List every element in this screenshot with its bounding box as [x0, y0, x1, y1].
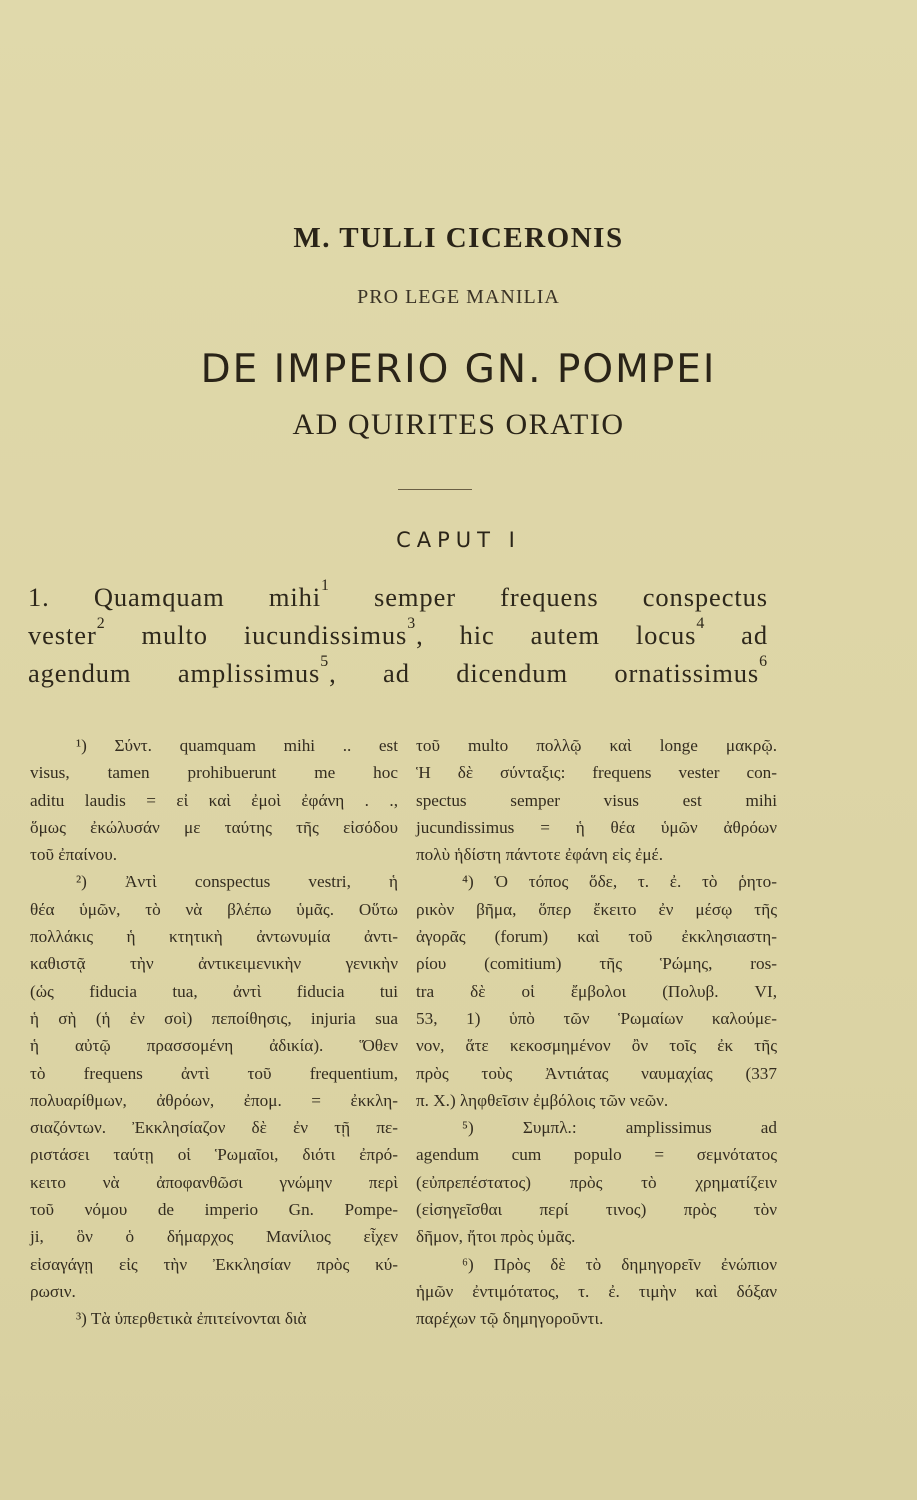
footnote-line: ³) Τὰ ὑπερθετικὰ ἐπιτείνονται διὰ — [76, 1309, 307, 1329]
footnote-line: τὸ frequens ἀντὶ τοῦ frequentium, — [30, 1063, 398, 1083]
lead-text: agendum amplissimus — [28, 658, 321, 688]
footnote-line: σιαζόντων. Ἐκκλησίαζον δὲ ἐν τῇ πε- — [30, 1118, 398, 1138]
footnote-line: ὅμως ἐκώλυσάν με ταύτης τῆς εἰσόδου — [30, 817, 398, 837]
footnote-line: ¹) Σύντ. quamquam mihi .. est — [76, 736, 398, 755]
footnote-line: ⁴) Ὁ τόπος ὅδε, τ. ἐ. τὸ ῥητο- — [462, 872, 777, 892]
subtitle: PRO LEGE MANILIA — [357, 286, 560, 308]
footnote-line: ji, ὃν ὁ δήμαρχος Μανίλιος εἶχεν — [30, 1227, 398, 1247]
footnote-line: ρίου (comitium) τῆς Ῥώμης, ros- — [416, 954, 777, 974]
lead-text: vester — [28, 620, 97, 650]
footnote-ref: 6 — [759, 652, 769, 670]
footnote-ref: 4 — [696, 614, 706, 632]
footnote-line: ²) Ἀντὶ conspectus vestri, ἡ — [76, 872, 398, 892]
lead-text: ad — [705, 620, 768, 650]
lead-text: semper frequens conspectus — [329, 582, 769, 612]
lead-text: , ad dicendum ornatissimus — [329, 658, 760, 688]
footnote-line: δῆμον, ἤτοι πρὸς ὑμᾶς. — [416, 1227, 576, 1247]
footnote-line: ἀγορᾶς (forum) καὶ τοῦ ἐκκλησιαστη- — [416, 927, 777, 947]
footnote-line: ρωσιν. — [30, 1281, 76, 1301]
footnote-line: jucundissimus = ἡ θέα ὑμῶν ἀθρόων — [416, 817, 777, 837]
footnote-line: πολυαρίθμων, ἀθρόων, ἐπομ. = ἐκκλη- — [30, 1090, 398, 1110]
secondary-title: AD QUIRITES ORATIO — [292, 408, 625, 441]
lead-text: 1. Quamquam mihi — [28, 582, 322, 612]
footnote-line: ριστάσει ταύτῃ οἱ Ῥωμαῖοι, διότι ἐπρό- — [30, 1145, 398, 1165]
lead-line — [28, 616, 768, 654]
footnote-line: τοῦ νόμου de imperio Gn. Pompe- — [30, 1200, 398, 1220]
chapter-heading: CAPUT I — [396, 528, 521, 552]
main-title: DE IMPERIO GN. POMPEI — [200, 347, 717, 392]
footnote-line: πολλάκις ἡ κτητικὴ ἀντωνυμία ἀντι- — [30, 927, 398, 947]
footnote-line: Ἡ δὲ σύνταξις: frequens vester con- — [416, 763, 777, 783]
footnote-line: πολὺ ἡδίστη πάντοτε ἐφάνη εἰς ἐμέ. — [416, 845, 664, 865]
footnote-line: agendum cum populo = σεμνότατος — [416, 1145, 777, 1165]
lead-text: , hic autem locus — [416, 620, 697, 650]
footnote-ref: 2 — [96, 614, 106, 632]
footnote-line: π. Χ.) ληφθεῖσιν ἐμβόλοις τῶν νεῶν. — [416, 1090, 669, 1110]
lead-line — [28, 578, 768, 616]
footnote-ref: 3 — [407, 614, 417, 632]
footnote-line: (ὡς fiducia tua, ἀντὶ fiducia tui — [30, 981, 398, 1001]
footnote-line: θέα ὑμῶν, τὸ νὰ βλέπω ὑμᾶς. Οὕτω — [30, 899, 398, 919]
footnote-line: τοῦ multo πολλῷ καὶ longe μακρῷ. — [416, 736, 777, 755]
footnote-line: ⁵) Συμπλ.: amplissimus ad — [462, 1118, 777, 1138]
footnote-line: visus, tamen prohibuerunt me hoc — [30, 763, 398, 783]
footnote-line: tra δὲ οἱ ἔμβολοι (Πολυβ. VI, — [416, 981, 777, 1001]
footnote-ref: 1 — [321, 576, 330, 594]
footnote-line: (εἰσηγεῖσθαι περί τινος) πρὸς τὸν — [416, 1200, 777, 1220]
footnote-line: πρὸς τοὺς Ἀντιάτας ναυμαχίας (337 — [416, 1063, 777, 1083]
footnote-line: κειτο νὰ ἀποφανθῶσι γνώμην περὶ — [30, 1172, 398, 1192]
footnote-line: 53, 1) ὑπὸ τῶν Ῥωμαίων καλούμε- — [416, 1008, 777, 1028]
footnote-line: εἰσαγάγῃ εἰς τὴν Ἐκκλησίαν πρὸς κύ- — [30, 1254, 398, 1274]
footnote-line: spectus semper visus est mihi — [416, 790, 777, 810]
footnote-ref: 5 — [320, 652, 330, 670]
footnote-line: ⁶) Πρὸς δὲ τὸ δημηγορεῖν ἐνώπιον — [462, 1254, 777, 1274]
footnote-line: καθιστᾷ τὴν ἀντικειμενικὴν γενικὴν — [30, 954, 398, 974]
footnote-line: νον, ἅτε κεκοσμημένον ὂν τοῖς ἐκ τῆς — [416, 1036, 777, 1056]
author-heading: M. TULLI CICERONIS — [293, 222, 624, 254]
footnotes-right-column — [416, 732, 777, 1333]
footnote-line: ἡμῶν ἐντιμότατος, τ. ἐ. τιμὴν καὶ δόξαν — [416, 1281, 777, 1301]
footnote-line: ἡ αὐτῷ πρασσομένη ἀδικία). Ὅθεν — [30, 1036, 398, 1056]
footnote-line: τοῦ ἐπαίνου. — [30, 845, 118, 865]
lead-paragraph — [28, 578, 768, 692]
footnote-line: (εὐπρεπέστατος) πρὸς τὸ χρηματίζειν — [416, 1172, 777, 1192]
footnote-line: aditu laudis = εἰ καὶ ἐμοὶ ἐφάνη . ., — [30, 790, 398, 810]
lead-text: multo iucundissimus — [105, 620, 408, 650]
footnote-line: ἡ σὴ (ἡ ἐν σοὶ) πεποίθησις, injuria sua — [30, 1008, 398, 1028]
title-divider — [398, 489, 472, 490]
footnotes-left-column — [30, 732, 398, 1333]
lead-line — [28, 654, 768, 692]
footnote-line: παρέχων τῷ δημηγοροῦντι. — [416, 1309, 604, 1329]
footnote-line: ρικὸν βῆμα, ὅπερ ἔκειτο ἐν μέσῳ τῆς — [416, 899, 777, 919]
